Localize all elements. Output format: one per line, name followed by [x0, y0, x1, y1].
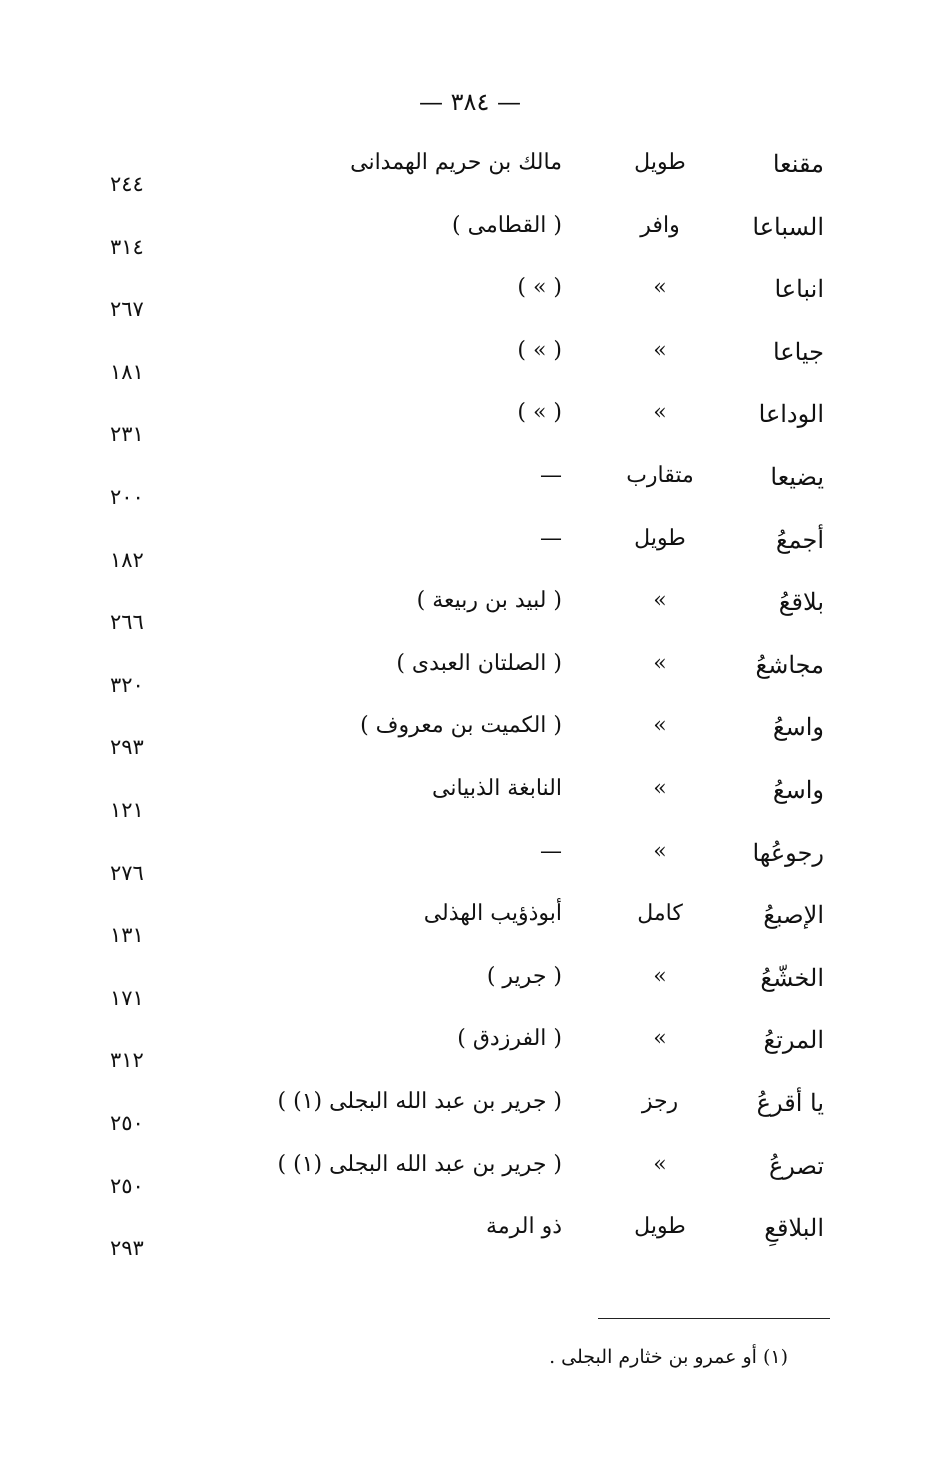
rhyme-index-table — [0, 150, 940, 1277]
rhyme-word: الإصبعُ — [763, 901, 824, 930]
meter: » — [653, 337, 667, 363]
meter: » — [653, 1151, 667, 1177]
meter: » — [653, 963, 667, 989]
meter: » — [653, 713, 667, 739]
meter: متقارب — [626, 462, 694, 488]
poet: ( الكميت بن معروف ) — [360, 713, 562, 739]
page-ref: ٣١٤ — [110, 234, 144, 259]
table-row — [0, 1089, 940, 1152]
page-ref: ١٧١ — [110, 985, 144, 1010]
meter: رجز — [641, 1088, 679, 1114]
table-row — [0, 1026, 940, 1089]
meter: » — [653, 775, 667, 801]
page-ref: ١٨٢ — [110, 547, 144, 572]
page-ref: ٢٣١ — [110, 422, 144, 447]
poet: ( الصلتان العبدى ) — [396, 650, 562, 676]
poet: ( الفرزدق ) — [457, 1026, 562, 1052]
page-ref: ١٣١ — [110, 923, 144, 948]
table-row — [0, 1214, 940, 1277]
meter: » — [653, 838, 667, 864]
table-row — [0, 713, 940, 776]
rhyme-word: المرتعُ — [763, 1026, 824, 1055]
poet: ( » ) — [517, 275, 562, 301]
rhyme-word: السباعا — [752, 212, 824, 241]
poet: — — [540, 838, 562, 864]
rhyme-word: بلاقعُ — [778, 588, 824, 617]
rhyme-word: أجمعُ — [775, 525, 824, 554]
table-row — [0, 526, 940, 589]
poet: أبوذؤيب الهذلى — [423, 901, 562, 927]
meter: » — [653, 275, 667, 301]
meter: » — [653, 588, 667, 614]
table-row — [0, 275, 940, 338]
poet: ذو الرمة — [486, 1214, 562, 1240]
meter: طويل — [634, 1214, 686, 1240]
poet: ( » ) — [517, 337, 562, 363]
footnote: (١) أو عمرو بن خثارم البجلى . — [549, 1346, 788, 1368]
rhyme-word: مقنعا — [772, 150, 824, 178]
poet: — — [540, 525, 562, 551]
meter: طويل — [634, 525, 686, 551]
rhyme-word: تصرعُ — [768, 1151, 824, 1180]
poet: ( لبيد بن ربيعة ) — [416, 588, 562, 614]
page-ref: ٢٦٦ — [110, 610, 144, 635]
page-ref: ١٨١ — [110, 359, 144, 384]
meter: » — [653, 1026, 667, 1052]
rhyme-word: واسعُ — [772, 775, 824, 804]
page-ref: ٣١٢ — [110, 1048, 144, 1073]
page-ref: ٢٦٧ — [110, 297, 144, 322]
page-ref: ٣٢٠ — [110, 672, 144, 697]
table-row — [0, 1152, 940, 1215]
page-ref: ١٢١ — [110, 797, 144, 822]
poet: ( جرير بن عبد الله البجلى (١) ) — [277, 1151, 562, 1177]
table-row — [0, 901, 940, 964]
poet: ( جرير ) — [486, 963, 562, 989]
rhyme-word: يا أقرعُ — [756, 1088, 824, 1117]
page-ref: ٢٠٠ — [110, 484, 144, 509]
page-ref: ٢٩٣ — [110, 735, 144, 760]
meter: » — [653, 650, 667, 676]
table-row — [0, 964, 940, 1027]
meter: وافر — [640, 212, 680, 238]
table-row — [0, 400, 940, 463]
table-row — [0, 463, 940, 526]
meter: طويل — [634, 150, 686, 175]
rhyme-word: جياعا — [772, 337, 824, 366]
rhyme-word: الخشّعُ — [760, 963, 824, 992]
table-row — [0, 776, 940, 839]
poet: ( » ) — [517, 400, 562, 426]
table-row — [0, 150, 940, 213]
rhyme-word: انباعا — [774, 275, 824, 304]
rhyme-word: مجاشعُ — [755, 650, 824, 679]
table-row — [0, 651, 940, 714]
meter: كامل — [637, 901, 683, 927]
rhyme-word: الوداعا — [758, 400, 824, 429]
table-row — [0, 338, 940, 401]
page-ref: ٢٧٦ — [110, 860, 144, 885]
rhyme-word: رجوعُها — [752, 838, 824, 867]
poet: النابغة الذبيانى — [432, 775, 562, 801]
page-ref: ٢٥٠ — [110, 1110, 144, 1135]
rhyme-word: واسعُ — [772, 713, 824, 742]
poet: ( جرير بن عبد الله البجلى (١) ) — [277, 1088, 562, 1114]
page-ref: ٢٤٤ — [110, 172, 144, 196]
meter: » — [653, 400, 667, 426]
page-ref: ٢٩٣ — [110, 1236, 144, 1261]
rhyme-word: يضيعا — [770, 462, 824, 491]
table-row — [0, 839, 940, 902]
poet: ( القطامى ) — [452, 212, 562, 238]
rhyme-word: البلاقعِ — [764, 1214, 824, 1243]
table-row — [0, 213, 940, 276]
poet: — — [540, 462, 562, 488]
poet: مالك بن حريم الهمدانى — [350, 150, 562, 175]
page-number: — ٣٨٤ — — [419, 88, 521, 116]
footnote-divider — [598, 1318, 830, 1319]
page-ref: ٢٥٠ — [110, 1173, 144, 1198]
table-row — [0, 588, 940, 651]
